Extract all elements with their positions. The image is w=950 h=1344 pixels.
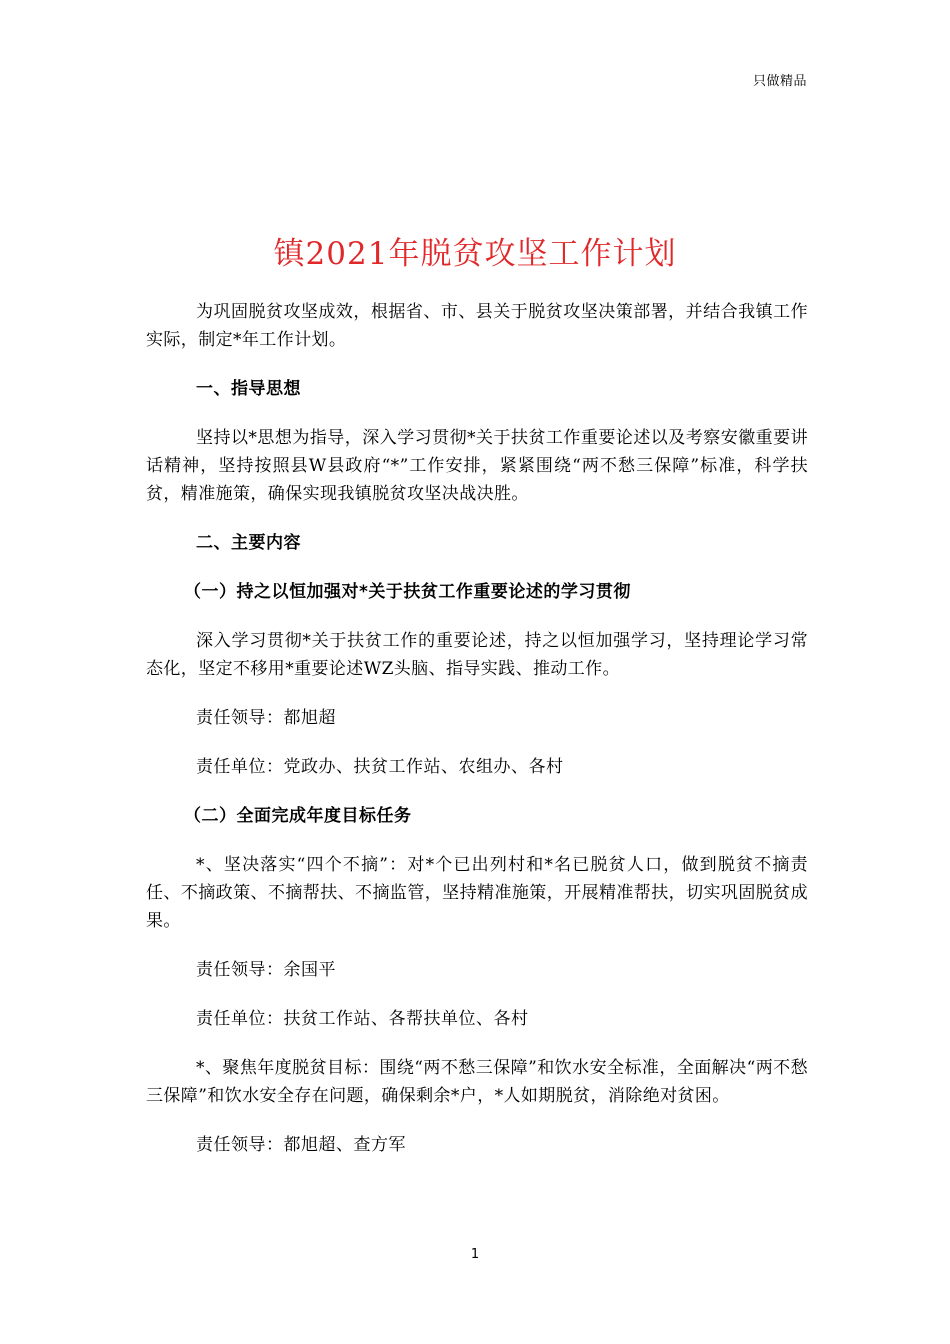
responsible-unit-line: 责任单位：扶贫工作站、各帮扶单位、各村 <box>196 1009 529 1029</box>
responsible-leader-line: 责任领导：都旭超、查方军 <box>196 1135 406 1155</box>
four-no-removal-paragraph: *、坚决落实“四个不摘”：对*个已出列村和*名已脱贫人口，做到脱贫不摘责任、不摘政策、不摘帮扶、不摘监管，坚持精准施策，开展精准帮扶，切实巩固脱贫成果。 <box>146 855 808 931</box>
subsection-heading-annual-goals: （二）全面完成年度目标任务 <box>184 806 412 826</box>
guiding-ideology-paragraph: 坚持以*思想为指导，深入学习贯彻*关于扶贫工作重要论述以及考察安徽重要讲话精神，坚持按照县W县政府“*”工作安排，紧紧围绕“两不愁三保障”标准，科学扶贫，精准施策，确保实现我镇脱贫攻坚决战决胜。 <box>146 428 808 504</box>
section-heading-main-content: 二、主要内容 <box>196 533 301 553</box>
document-body <box>146 298 808 1180</box>
header-note: 只做精品 <box>752 74 807 89</box>
responsible-leader-line: 责任领导：余国平 <box>196 960 336 980</box>
section-heading-guiding-ideology: 一、指导思想 <box>196 379 301 399</box>
study-paragraph: 深入学习贯彻*关于扶贫工作的重要论述，持之以恒加强学习，坚持理论学习常态化，坚定不移用*重要论述WZ头脑、指导实践、推动工作。 <box>146 631 808 679</box>
subsection-heading-study: （一）持之以恒加强对*关于扶贫工作重要论述的学习贯彻 <box>184 582 631 602</box>
intro-paragraph: 为巩固脱贫攻坚成效，根据省、市、县关于脱贫攻坚决策部署，并结合我镇工作实际，制定*年工作计划。 <box>146 302 808 350</box>
annual-target-paragraph: *、聚焦年度脱贫目标：围绕“两不愁三保障”和饮水安全标准，全面解决“两不愁三保障”和饮水安全存在问题，确保剩余*户，*人如期脱贫，消除绝对贫困。 <box>146 1058 808 1106</box>
responsible-leader-line: 责任领导：都旭超 <box>196 708 336 728</box>
responsible-unit-line: 责任单位：党政办、扶贫工作站、农组办、各村 <box>196 757 564 777</box>
document-title: 镇2021年脱贫攻坚工作计划 <box>273 236 677 272</box>
page-number: 1 <box>470 1247 480 1262</box>
